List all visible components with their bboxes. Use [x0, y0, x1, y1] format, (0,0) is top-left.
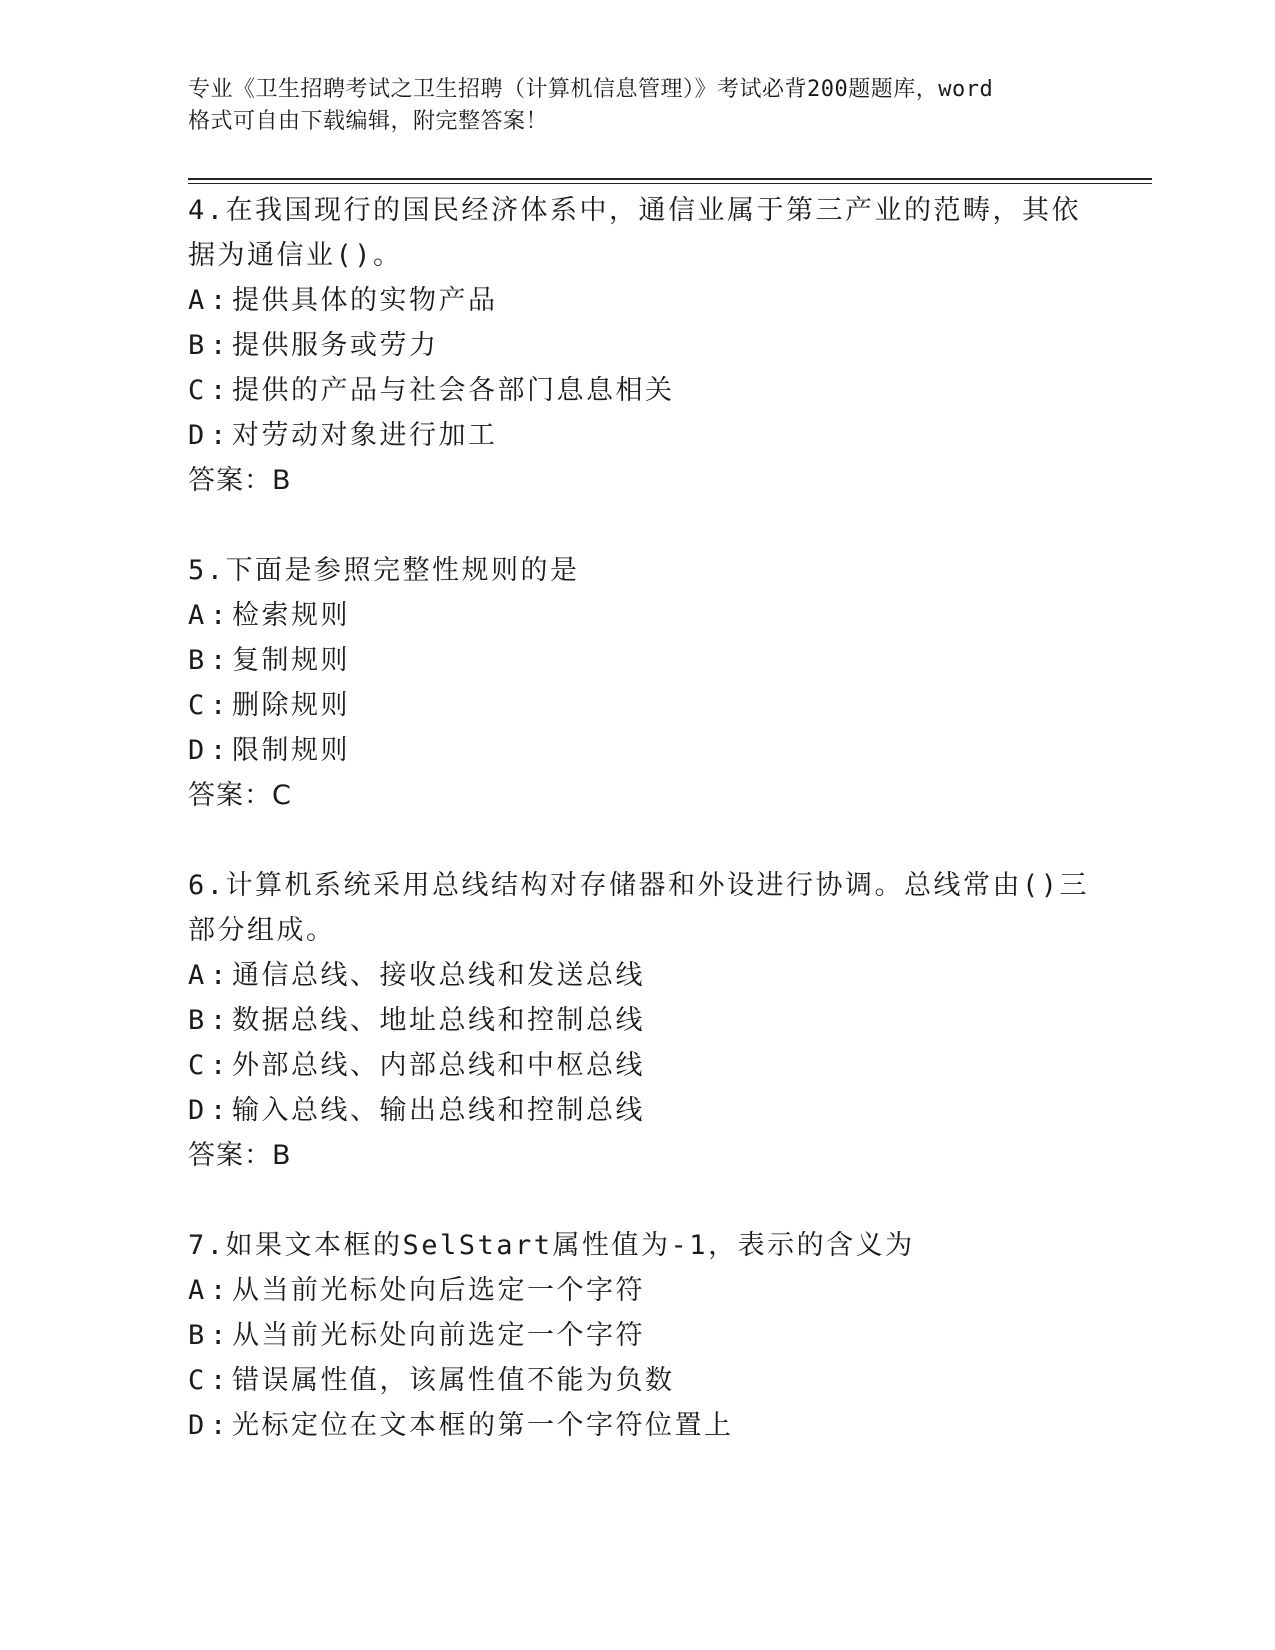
- option-separator: :: [210, 330, 229, 361]
- option-text: 输入总线、输出总线和控制总线: [232, 1095, 645, 1126]
- option-text: 对劳动对象进行加工: [232, 420, 498, 451]
- option-text: 删除规则: [232, 690, 350, 721]
- header-line-2: 格式可自由下载编辑，附完整答案！: [188, 109, 549, 134]
- answer-key: 答案：B: [188, 1140, 292, 1171]
- answer-option: [188, 413, 1088, 458]
- option-separator: :: [210, 645, 229, 676]
- option-separator: :: [210, 960, 229, 991]
- question-stem: 据为通信业()。: [188, 240, 403, 271]
- option-letter: C: [188, 1365, 207, 1396]
- option-letter: C: [188, 375, 207, 406]
- option-letter: A: [188, 285, 207, 316]
- question-block: [188, 548, 1088, 818]
- question-stem: 6.计算机系统采用总线结构对存储器和外设进行协调。总线常由()三: [188, 870, 1090, 901]
- answer-option: [188, 1358, 1088, 1403]
- option-letter: B: [188, 330, 207, 361]
- option-separator: :: [210, 690, 229, 721]
- option-separator: :: [210, 375, 229, 406]
- option-text: 光标定位在文本框的第一个字符位置上: [232, 1410, 734, 1441]
- option-text: 检索规则: [232, 600, 350, 631]
- answer-option: [188, 728, 1088, 773]
- option-text: 限制规则: [232, 735, 350, 766]
- answer-option: [188, 368, 1088, 413]
- option-separator: :: [210, 1320, 229, 1351]
- answer-key: 答案：C: [188, 780, 292, 811]
- question-block: [188, 188, 1088, 503]
- question-spacer: [188, 818, 1088, 863]
- answer-option: [188, 1088, 1088, 1133]
- answer-option: [188, 683, 1088, 728]
- answer-key: 答案：B: [188, 465, 292, 496]
- option-letter: B: [188, 645, 207, 676]
- option-letter: D: [188, 735, 207, 766]
- option-separator: :: [210, 1095, 229, 1126]
- option-letter: A: [188, 1275, 207, 1306]
- option-separator: :: [210, 600, 229, 631]
- option-separator: :: [210, 1410, 229, 1441]
- answer-option: [188, 638, 1088, 683]
- question-spacer: [188, 1178, 1088, 1223]
- question-spacer: [188, 503, 1088, 548]
- answer-option: [188, 1313, 1088, 1358]
- question-block: [188, 863, 1088, 1178]
- option-text: 从当前光标处向后选定一个字符: [232, 1275, 645, 1306]
- question-stem: 5.下面是参照完整性规则的是: [188, 555, 580, 586]
- option-text: 从当前光标处向前选定一个字符: [232, 1320, 645, 1351]
- option-letter: C: [188, 1050, 207, 1081]
- option-text: 通信总线、接收总线和发送总线: [232, 960, 645, 991]
- answer-option: [188, 1043, 1088, 1088]
- option-text: 错误属性值，该属性值不能为负数: [232, 1365, 675, 1396]
- option-separator: :: [210, 285, 229, 316]
- option-text: 提供服务或劳力: [232, 330, 439, 361]
- option-letter: A: [188, 960, 207, 991]
- option-letter: D: [188, 1095, 207, 1126]
- question-list: [188, 188, 1088, 1448]
- question-stem: 7.如果文本框的SelStart属性值为-1，表示的含义为: [188, 1230, 915, 1261]
- option-separator: :: [210, 1275, 229, 1306]
- option-letter: D: [188, 1410, 207, 1441]
- question-stem: 4.在我国现行的国民经济体系中，通信业属于第三产业的范畴，其依: [188, 195, 1082, 226]
- option-separator: :: [210, 735, 229, 766]
- header-rule-thin: [188, 183, 1152, 184]
- answer-option: [188, 953, 1088, 998]
- option-text: 提供具体的实物产品: [232, 285, 498, 316]
- answer-option: [188, 998, 1088, 1043]
- answer-option: [188, 323, 1088, 368]
- document-header: [188, 74, 1088, 138]
- question-block: [188, 1223, 1088, 1448]
- answer-option: [188, 593, 1088, 638]
- option-separator: :: [210, 1365, 229, 1396]
- option-separator: :: [210, 420, 229, 451]
- option-separator: :: [210, 1005, 229, 1036]
- option-letter: A: [188, 600, 207, 631]
- answer-option: [188, 278, 1088, 323]
- option-text: 外部总线、内部总线和中枢总线: [232, 1050, 645, 1081]
- answer-option: [188, 1403, 1088, 1448]
- option-separator: :: [210, 1050, 229, 1081]
- answer-option: [188, 1268, 1088, 1313]
- question-stem: 部分组成。: [188, 915, 336, 946]
- option-letter: C: [188, 690, 207, 721]
- option-letter: D: [188, 420, 207, 451]
- option-text: 提供的产品与社会各部门息息相关: [232, 375, 675, 406]
- option-letter: B: [188, 1005, 207, 1036]
- option-text: 复制规则: [232, 645, 350, 676]
- header-line-1: 专业《卫生招聘考试之卫生招聘（计算机信息管理）》考试必背200题题库，word: [188, 77, 994, 102]
- option-text: 数据总线、地址总线和控制总线: [232, 1005, 645, 1036]
- header-rule-thick: [188, 178, 1152, 180]
- option-letter: B: [188, 1320, 207, 1351]
